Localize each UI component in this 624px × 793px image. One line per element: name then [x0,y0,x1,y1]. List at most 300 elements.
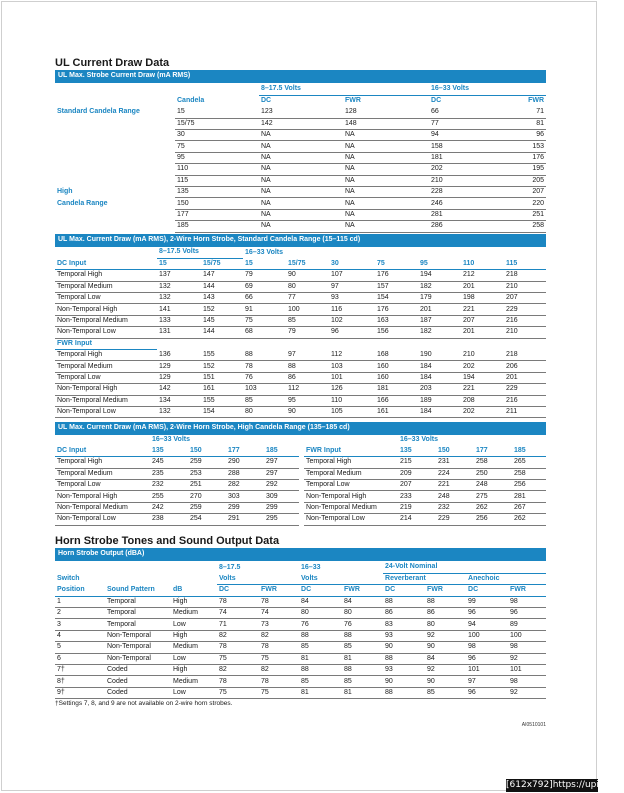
empty-cell [55,118,175,129]
table-cell: 270 [188,491,226,502]
table-cell: 251 [188,480,226,491]
table-cell: NA [259,141,343,152]
table-cell: 82 [217,630,259,641]
table-cell: 92 [425,665,466,676]
volt-range-8-17: 8–17.5 Volts [259,84,429,95]
table-cell: 96 [466,608,508,619]
table-cell: 82 [259,665,299,676]
table-cell: 93 [329,293,375,304]
table-cell: 88 [243,350,286,361]
table-cell: 238 [150,514,188,525]
switch-position: 4 [55,630,105,641]
table-cell: NA [259,209,343,220]
col-candela-1: 150 [436,445,474,456]
table-cell: 163 [375,315,418,326]
table-cell: 129 [157,361,201,372]
table-cell: 101 [329,372,375,383]
table-cell: 245 [150,457,188,468]
table-cell: 85 [299,642,342,653]
table-cell: 85 [299,676,342,687]
table-cell: 195 [516,164,546,175]
table-row [304,457,546,468]
empty-cell [55,130,175,141]
table-cell: 141 [157,304,201,315]
table-cell: 110 [175,164,259,175]
table-cell: 221 [436,480,474,491]
table-cell: 75 [175,141,259,152]
strobe-current-table [55,84,546,233]
table-cell: 74 [217,608,259,619]
col-candela-0: 135 [150,445,188,456]
table-cell: 71 [516,107,546,118]
col-candela-2: 177 [474,445,512,456]
table-cell: 154 [375,293,418,304]
table-cell: 78 [217,642,259,653]
table-cell: 88 [425,596,466,607]
table-cell: 229 [436,514,474,525]
table-cell: 112 [329,350,375,361]
table-cell: 98 [508,596,546,607]
table-cell: NA [343,130,429,141]
table-cell: 248 [474,480,512,491]
empty-cell [504,338,546,349]
table-cell: 203 [418,384,461,395]
table-row [55,676,546,687]
s4-anechoic: Anechoic [466,573,546,584]
empty-cell [55,209,175,220]
row-label: Non-Temporal Low [304,514,398,525]
table-row [55,350,546,361]
table-cell: 142 [259,118,343,129]
table-row [55,130,546,141]
switch-position: 7† [55,665,105,676]
horn-strobe-high-fwr-table [304,434,546,526]
row-label: Temporal High [304,457,398,468]
table-cell: 115 [175,175,259,186]
table-cell: Medium [171,676,217,687]
table-cell: 221 [461,304,504,315]
table-cell: 184 [418,372,461,383]
table-row [55,304,546,315]
sound-pattern: Non-Temporal [105,653,171,664]
table-cell: 94 [466,619,508,630]
table-cell: 145 [201,315,243,326]
table-cell: 148 [343,118,429,129]
table-cell: 100 [286,304,329,315]
table-cell: 89 [508,619,546,630]
table-cell: NA [343,164,429,175]
table-cell: 97 [466,676,508,687]
table-cell: 143 [201,293,243,304]
table-cell: 158 [429,141,516,152]
sound-pattern: Non-Temporal [105,642,171,653]
table-cell: NA [259,130,343,141]
table-cell: 201 [461,327,504,338]
table-cell: High [171,630,217,641]
switch-position: 5 [55,642,105,653]
table-cell: 81 [342,653,383,664]
table-row [55,665,546,676]
table-cell: 75 [243,315,286,326]
table-cell: 80 [425,619,466,630]
table-cell: 190 [418,350,461,361]
table-cell: 83 [383,619,425,630]
table-cell: 85 [342,642,383,653]
row-label: Non-Temporal Medium [304,502,398,513]
document-code: AI0510101 [521,722,546,728]
horn-strobe-high-dc-table [55,434,299,526]
table-cell: 85 [286,315,329,326]
table-row [55,502,299,513]
table-cell: 88 [299,665,342,676]
sound-pattern: Coded [105,676,171,687]
row-label: Temporal High [55,350,157,361]
table-cell: 207 [398,480,436,491]
table-cell: 88 [383,653,425,664]
section-title-horn-strobe-tones: Horn Strobe Tones and Sound Output Data [55,535,280,547]
table-cell: NA [343,175,429,186]
fwr-input-label: FWR Input [55,338,157,349]
table-cell: 101 [466,665,508,676]
table-row [55,457,299,468]
table-cell: 216 [504,315,546,326]
table-cell: High [171,596,217,607]
section-title-ul-current-draw: UL Current Draw Data [55,57,170,69]
table-cell: 187 [418,315,461,326]
table-row [304,491,546,502]
table-cell: 154 [201,406,243,417]
table-cell: 98 [508,676,546,687]
table-cell: 207 [504,293,546,304]
table-cell: 92 [425,630,466,641]
sound-pattern: Coded [105,665,171,676]
table-cell: 100 [466,630,508,641]
empty-cell [55,221,175,232]
table-cell: 91 [243,304,286,315]
table-cell: 248 [436,491,474,502]
switch-position: 9† [55,687,105,698]
switch-position: 1 [55,596,105,607]
table-cell: 297 [264,468,299,479]
row-label: Non-Temporal Low [55,327,157,338]
table-cell: 255 [150,491,188,502]
table-bar-high-candela: UL Max. Current Draw (mA RMS), 2-Wire Horn Strobe, High Candela Range (135–185 cd) [55,422,546,435]
table-row [304,502,546,513]
table-cell: 79 [243,270,286,281]
s3-volt-left: 16–33 Volts [152,435,191,443]
table-cell: 76 [299,619,342,630]
s2-volt-16-33: 16–33 Volts [245,248,284,256]
table-row [304,468,546,479]
table-cell: 85 [342,676,383,687]
table-cell: 90 [286,406,329,417]
table-row [55,514,299,525]
col-dc: DC [299,585,342,596]
table-cell: 232 [436,502,474,513]
table-cell: NA [343,152,429,163]
table-cell: 126 [329,384,375,395]
table-cell: 185 [175,221,259,232]
row-label: Non-Temporal Medium [55,315,157,326]
table-row [55,596,546,607]
table-cell: 116 [329,304,375,315]
header-row [55,445,299,456]
col-fwr-low: FWR [345,97,361,105]
table-row [55,372,546,383]
table-cell: 201 [418,304,461,315]
col-fwr: FWR [342,585,383,596]
table-cell: 98 [508,642,546,653]
table-cell: 150 [175,198,259,209]
table-cell: 80 [342,608,383,619]
row-label: Temporal High [55,457,150,468]
table-cell: 210 [504,327,546,338]
table-cell: 96 [466,687,508,698]
table-cell: 137 [157,270,201,281]
table-cell: 79 [286,327,329,338]
table-cell: NA [259,175,343,186]
table-cell: 212 [461,270,504,281]
sound-pattern: Coded [105,687,171,698]
empty-cell [418,338,461,349]
table-cell: 103 [329,361,375,372]
s4-volt-16-33-line2: Volts [299,573,383,584]
table-cell: 210 [461,350,504,361]
empty-cell [55,175,175,186]
empty-cell [55,164,175,175]
row-label: Temporal Low [55,372,157,383]
table-row [55,221,546,232]
empty-cell [55,141,175,152]
table-cell: 75 [259,687,299,698]
table-cell: 95 [175,152,259,163]
table-cell: 211 [504,406,546,417]
table-row [55,152,546,163]
col-candela-1: 150 [188,445,226,456]
table-cell: 254 [188,514,226,525]
table-cell: 218 [504,270,546,281]
table-cell: 93 [383,665,425,676]
table-cell: 86 [425,608,466,619]
table-cell: 161 [375,406,418,417]
table-row [304,514,546,525]
table-cell: 202 [429,164,516,175]
table-row [304,480,546,491]
col-dc: DC [466,585,508,596]
row-label: Temporal Low [304,480,398,491]
empty-cell [157,338,201,349]
row-label: Temporal Medium [304,468,398,479]
table-row [55,281,546,292]
table-cell: High [171,665,217,676]
table-cell: 229 [504,304,546,315]
table-cell: 84 [342,596,383,607]
col-sound-pattern: Sound Pattern [105,585,171,596]
table-cell: 156 [375,327,418,338]
col-dc: DC [217,585,259,596]
table-cell: 253 [188,468,226,479]
table-cell: 299 [264,502,299,513]
table-cell: 291 [226,514,264,525]
table-cell: 202 [461,406,504,417]
table-cell: 74 [259,608,299,619]
table-row [55,175,546,186]
table-cell: NA [343,198,429,209]
table-cell: 184 [418,406,461,417]
table-cell: 123 [259,107,343,118]
table-cell: 132 [157,293,201,304]
table-cell: 281 [429,209,516,220]
table-row [55,480,299,491]
col-candela-7: 110 [461,258,504,269]
row-label: Non-Temporal Medium [55,395,157,406]
empty-cell [329,338,375,349]
table-cell: NA [259,164,343,175]
table-cell: 147 [201,270,243,281]
table-cell: 181 [375,384,418,395]
table-cell: 71 [217,619,259,630]
table-cell: 101 [508,665,546,676]
header-row [304,445,546,456]
table-cell: 166 [375,395,418,406]
table-cell: 309 [264,491,299,502]
table-cell: 102 [329,315,375,326]
table-cell: 262 [512,514,546,525]
table-cell: 132 [157,281,201,292]
table-cell: 228 [429,187,516,198]
row-label: Non-Temporal High [55,384,157,395]
col-candela: Candela [177,97,205,105]
table-cell: 256 [474,514,512,525]
col-dc-high: DC [431,97,442,105]
table-cell: 88 [299,630,342,641]
col-candela-3: 185 [264,445,299,456]
table-cell: 90 [383,676,425,687]
table-row [55,687,546,698]
table-cell: 259 [188,457,226,468]
table-row [55,619,546,630]
table-cell: 135 [175,187,259,198]
table-cell: 215 [398,457,436,468]
table-cell: 78 [243,361,286,372]
table-cell: 201 [461,281,504,292]
table-cell: 88 [286,361,329,372]
table-row [55,118,546,129]
col-candela-3: 15/75 [286,258,329,269]
table-cell: 242 [150,502,188,513]
table-cell: 98 [466,642,508,653]
s4-volt-16-33-line1: 16–33 [301,563,321,571]
table-cell: 133 [157,315,201,326]
empty-cell [461,338,504,349]
col-candela-2: 177 [226,445,264,456]
table-cell: 210 [429,175,516,186]
header-row [55,338,546,349]
table-cell: 176 [375,270,418,281]
table-cell: 182 [418,327,461,338]
table-cell: NA [259,152,343,163]
table-cell: 161 [201,384,243,395]
table-cell: 157 [375,281,418,292]
table-cell: 205 [516,175,546,186]
table-cell: 299 [226,502,264,513]
table-cell: 181 [429,152,516,163]
table-cell: 198 [461,293,504,304]
col-db: dB [171,585,217,596]
table-cell: 297 [264,457,299,468]
table-cell: 85 [425,687,466,698]
table-cell: NA [343,209,429,220]
table-row [55,209,546,220]
table-cell: 103 [243,384,286,395]
group-standard-candela: Standard Candela Range [57,108,140,116]
table-cell: 96 [516,130,546,141]
table-cell: 82 [259,630,299,641]
table-row [55,187,546,198]
table-cell: NA [343,187,429,198]
table-cell: 229 [504,384,546,395]
table-cell: NA [259,198,343,209]
table-cell: 105 [329,406,375,417]
table-cell: 99 [466,596,508,607]
group-high-candela: Candela Range [57,199,108,207]
empty-cell [286,338,329,349]
table-cell: 94 [429,130,516,141]
sound-pattern: Temporal [105,596,171,607]
table-cell: 78 [259,596,299,607]
table-cell: 92 [508,653,546,664]
table-cell: 76 [243,372,286,383]
row-label: Non-Temporal Low [55,406,157,417]
table-cell: 214 [398,514,436,525]
table-cell: 100 [508,630,546,641]
table-cell: 201 [504,372,546,383]
table-cell: 184 [418,361,461,372]
fwr-input-label: FWR Input [304,445,398,456]
col-candela-0: 135 [398,445,436,456]
switch-position: 6 [55,653,105,664]
table-cell: 75 [217,687,259,698]
table-row [55,327,546,338]
table-cell: 78 [259,676,299,687]
watermark-link[interactable]: [612x792]https://upic.me/ [506,780,624,790]
table-cell: 258 [512,468,546,479]
col-candela-4: 30 [329,258,375,269]
row-label: Non-Temporal Medium [55,502,150,513]
row-label: Non-Temporal High [304,491,398,502]
table-cell: 232 [150,480,188,491]
table-cell: 295 [264,514,299,525]
table-cell: 30 [175,130,259,141]
table-cell: 151 [201,372,243,383]
table-cell: 177 [175,209,259,220]
table-cell: 81 [299,653,342,664]
table-cell: 68 [243,327,286,338]
table-cell: 224 [436,468,474,479]
col-candela-3: 185 [512,445,546,456]
table-cell: 78 [259,642,299,653]
table-cell: 75 [217,653,259,664]
table-cell: 77 [286,293,329,304]
empty-cell [55,152,175,163]
s4-volt-8-17-line1: 8–17.5 [219,563,241,571]
table-row [55,630,546,641]
table-cell: 69 [243,281,286,292]
table-cell: 206 [504,361,546,372]
table-cell: 96 [466,653,508,664]
row-label: Temporal High [55,270,157,281]
table-cell: 231 [436,457,474,468]
